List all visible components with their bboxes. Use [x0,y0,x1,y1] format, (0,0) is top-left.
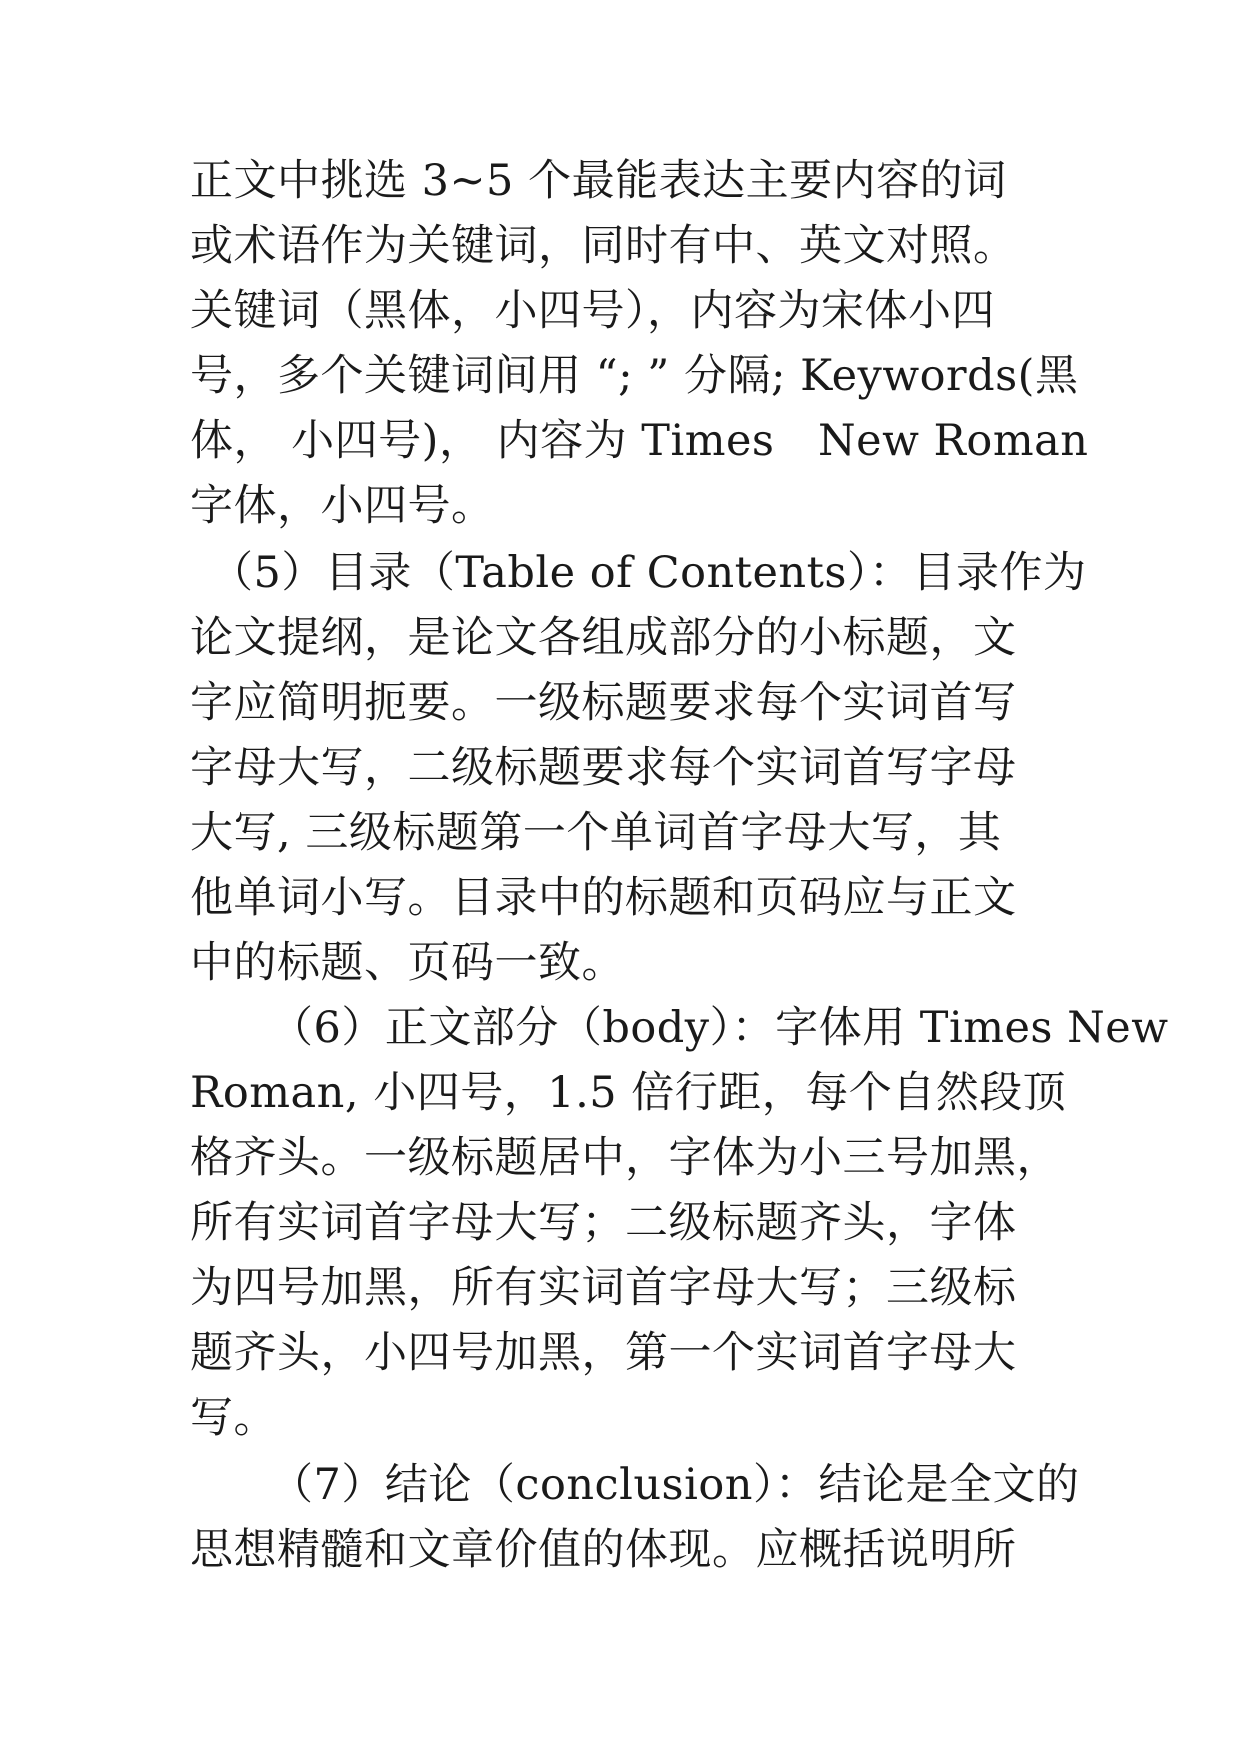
text-line: 体， 小四号)， 内容为 Times New Roman [190,416,1089,466]
text-line: 字应简明扼要。一级标题要求每个实词首写 [190,678,1017,728]
section-heading-conclusion: （7）结论（conclusion）：结论是全文的 [270,1460,1080,1510]
text-line: 格齐头。一级标题居中，字体为小三号加黑， [190,1133,1060,1183]
section-heading-table-of-contents: （5）目录（Table of Contents）：目录作为 [210,548,1087,598]
text-line: 论文提纲，是论文各组成部分的小标题，文 [190,613,1017,663]
text-line: 中的标题、页码一致。 [190,938,625,988]
text-line: 题齐头，小四号加黑，第一个实词首字母大 [190,1328,1017,1378]
text-line: 号，多个关键词间用 “; ” 分隔; Keywords(黑 [190,351,1079,401]
text-line: 写。 [190,1393,277,1443]
text-line: 所有实词首字母大写；二级标题齐头，字体 [190,1198,1017,1248]
text-line: 字体，小四号。 [190,481,495,531]
text-line: 大写, 三级标题第一个单词首字母大写，其 [190,808,1002,858]
text-line: 思想精髓和文章价值的体现。应概括说明所 [190,1525,1017,1575]
text-line: 或术语作为关键词，同时有中、英文对照。 [190,221,1017,271]
text-line: 他单词小写。目录中的标题和页码应与正文 [190,873,1017,923]
text-line: 为四号加黑，所有实词首字母大写；三级标 [190,1263,1017,1313]
text-line: 关键词（黑体，小四号），内容为宋体小四 [190,286,995,336]
text-line: Roman, 小四号，1.5 倍行距，每个自然段顶 [190,1068,1067,1118]
text-line: 字母大写，二级标题要求每个实词首写字母 [190,743,1017,793]
text-line: 正文中挑选 3~5 个最能表达主要内容的词 [190,156,1007,206]
section-heading-body: （6）正文部分（body）：字体用 Times New [270,1003,1169,1053]
